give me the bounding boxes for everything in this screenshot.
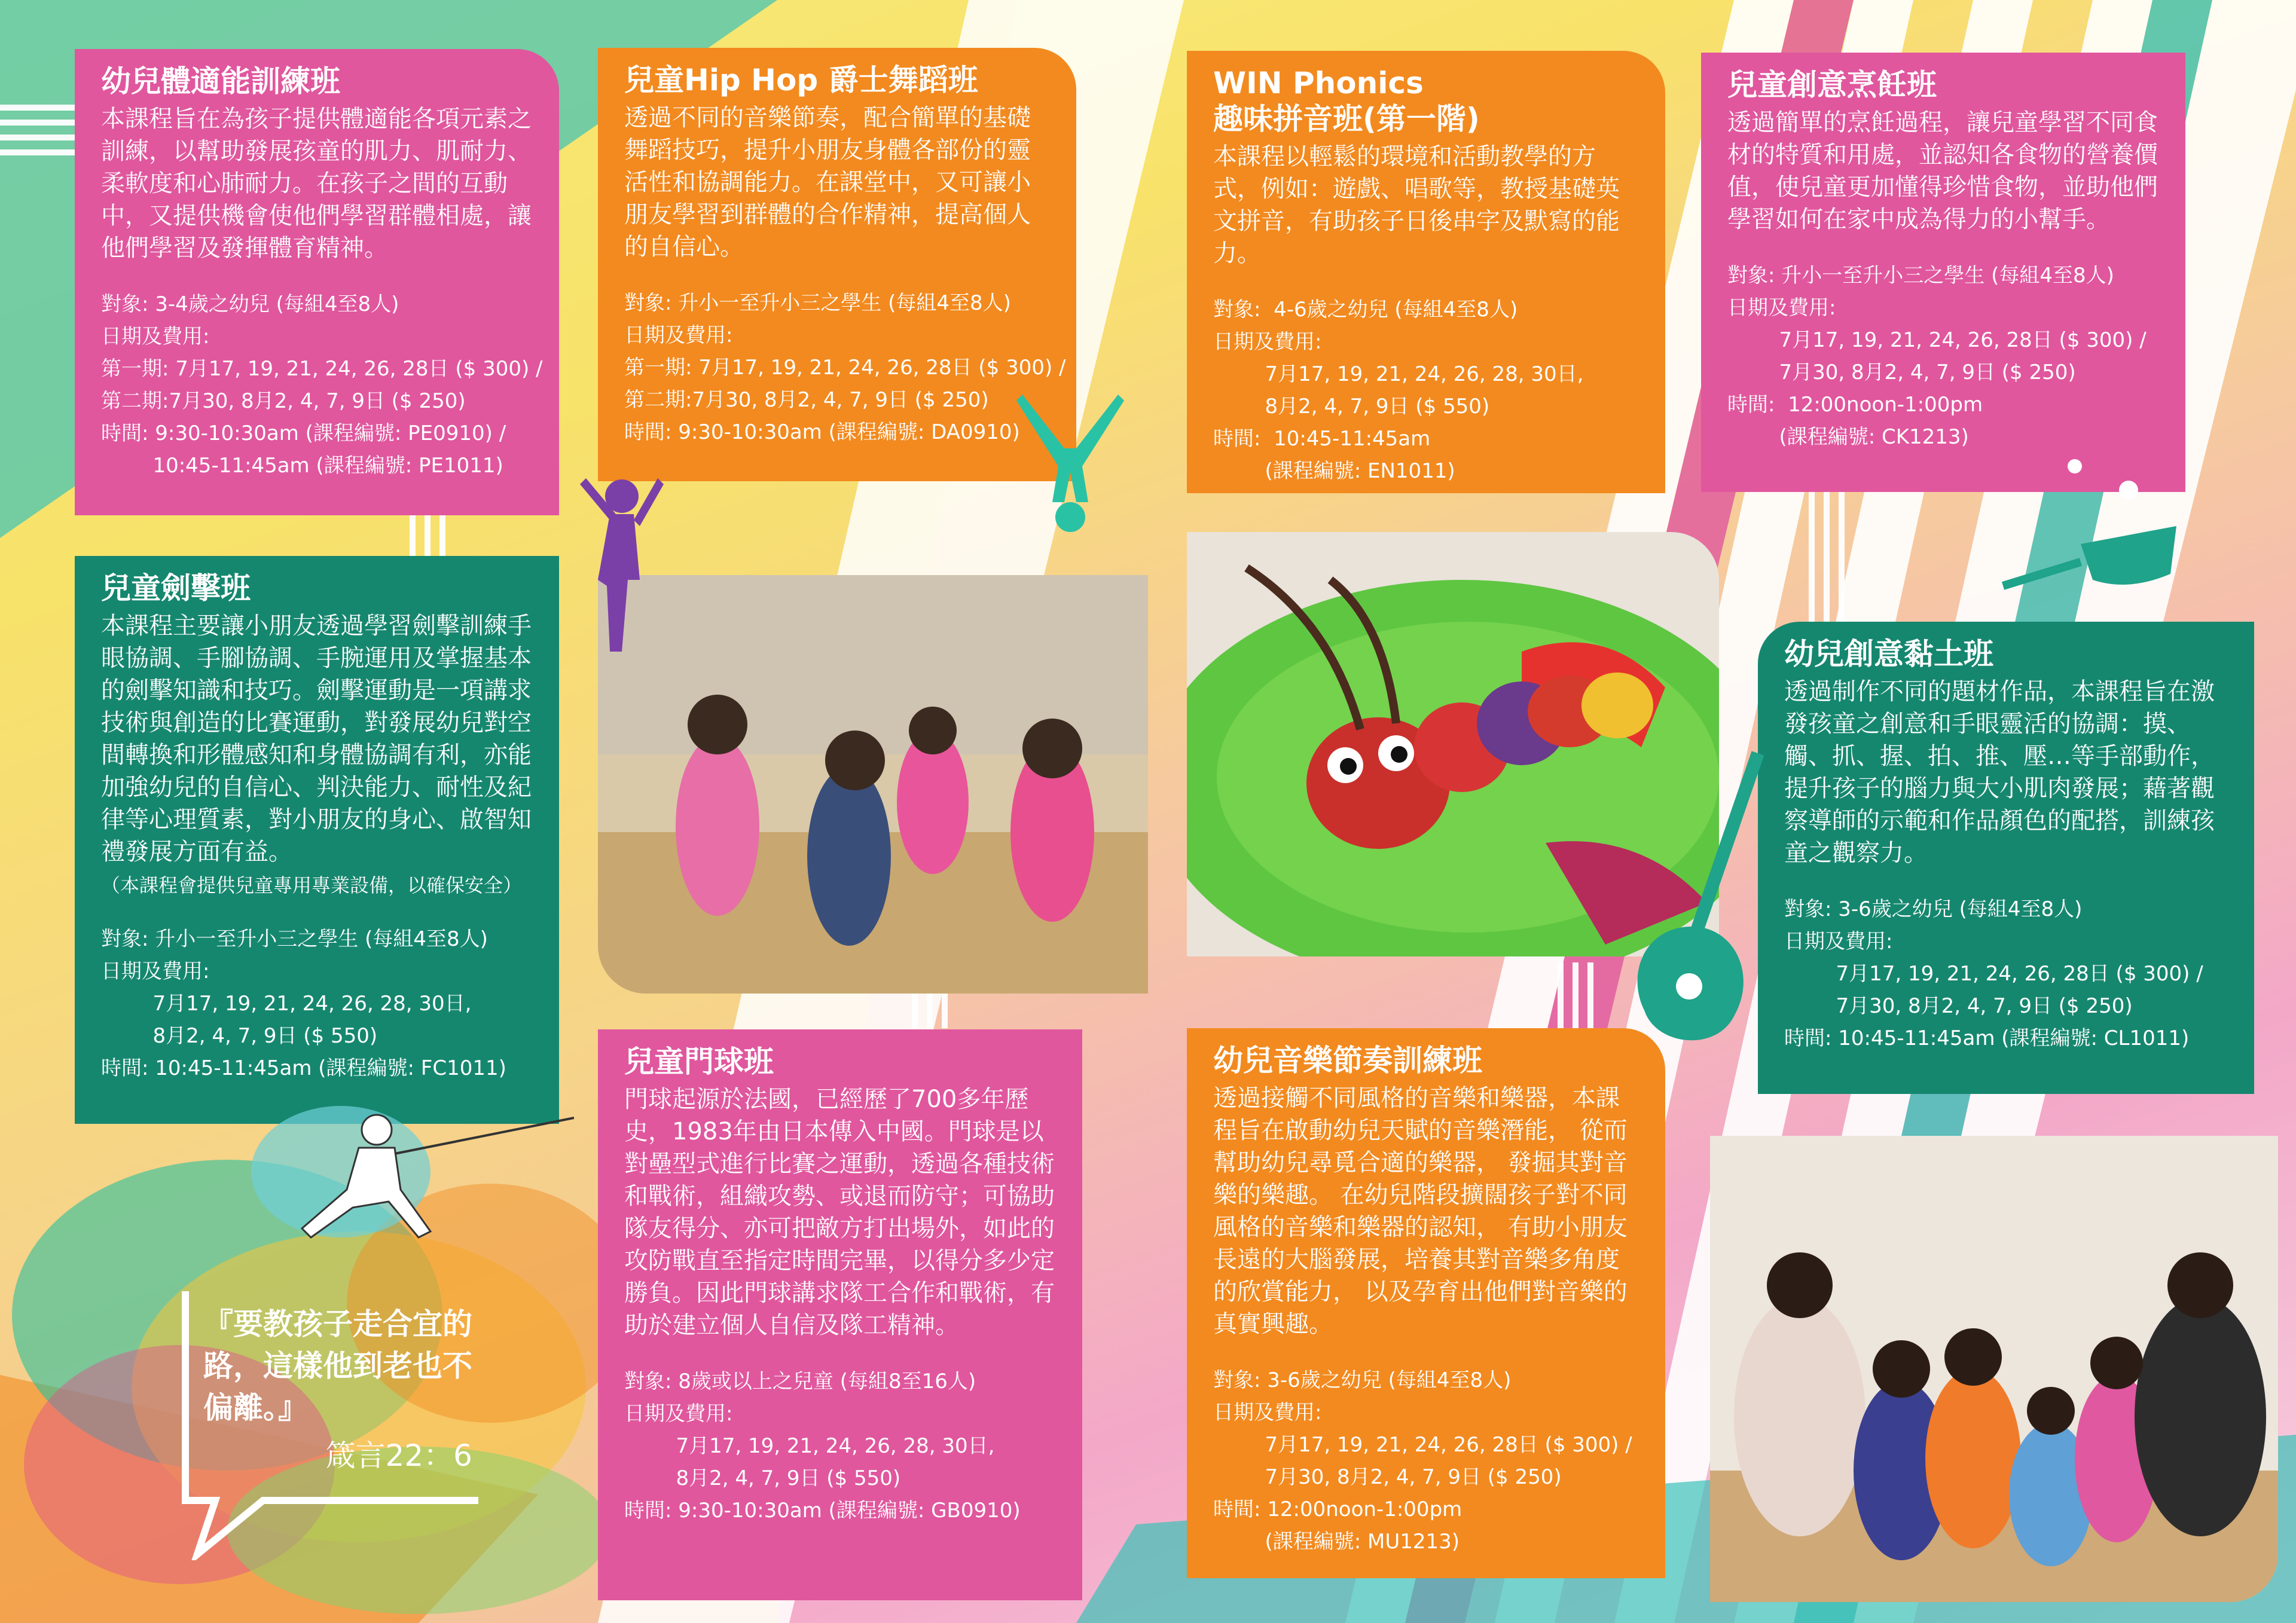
- course-detail-line: 對象: 升小一至升小三之學生 (每組4至8人): [624, 291, 1011, 315]
- course-detail-line: 時間: 12:00noon-1:00pm: [1727, 393, 1983, 417]
- course-detail-line: 7月17, 19, 21, 24, 26, 28日 ($ 300) /: [1784, 962, 2203, 986]
- course-detail-line: 第二期:7月30, 8月2, 4, 7, 9日 ($ 250): [624, 388, 989, 412]
- course-detail-line: 對象: 3-6歲之幼兒 (每組4至8人): [1213, 1368, 1512, 1392]
- quote-source: 箴言22：6: [325, 1438, 472, 1473]
- course-card-music: [1187, 1028, 1665, 1578]
- group-photo: [1710, 1136, 2278, 1602]
- course-title: WIN Phonics 趣味拼音班(第一階): [1213, 66, 1480, 136]
- course-card-cooking: [1701, 53, 2185, 492]
- course-detail-line: 時間: 10:45-11:45am (課程編號: FC1011): [101, 1056, 506, 1080]
- course-card-pe: [75, 49, 559, 515]
- course-detail-line: 日期及費用:: [101, 959, 210, 983]
- course-title: 兒童門球班: [624, 1044, 774, 1079]
- course-note: （本課程會提供兒童專用專業設備，以確保安全）: [101, 874, 523, 897]
- course-detail-line: 時間: 10:45-11:45am: [1213, 427, 1431, 451]
- course-detail-line: 7月17, 19, 21, 24, 26, 28, 30日,: [1213, 362, 1584, 386]
- bible-quote: [203, 1303, 472, 1477]
- course-detail-line: 8月2, 4, 7, 9日 ($ 550): [624, 1466, 901, 1490]
- course-detail-line: 時間: 9:30-10:30am (課程編號: PE0910) /: [101, 421, 506, 445]
- course-detail-line: 日期及費用:: [624, 323, 733, 347]
- course-detail-line: 對象: 升小一至升小三之學生 (每組4至8人): [1727, 264, 2114, 288]
- course-detail-line: 第一期: 7月17, 19, 21, 24, 26, 28日 ($ 300) /: [624, 356, 1066, 380]
- course-detail-line: (課程編號: MU1213): [1213, 1530, 1460, 1554]
- course-detail-line: 對象: 3-6歲之幼兒 (每組4至8人): [1784, 897, 2083, 921]
- course-details: [624, 1365, 1056, 1527]
- course-description: 本課程旨在為孩子提供體適能各項元素之訓練，以幫助發展孩童的肌力、肌耐力、柔軟度和心肺耐力。在孩子之間的互動中，又提供機會使他們學習群體相處，讓他們學習及發揮體育精神。: [101, 105, 532, 262]
- course-title: 兒童劍擊班: [101, 571, 251, 606]
- course-title: 兒童Hip Hop 爵士舞蹈班: [624, 63, 978, 97]
- course-detail-line: 7月17, 19, 21, 24, 26, 28日 ($ 300) /: [1213, 1433, 1632, 1457]
- course-detail-line: 對象: 4-6歲之幼兒 (每組4至8人): [1213, 298, 1518, 322]
- course-card-gateball: [598, 1029, 1082, 1600]
- course-details: [1213, 294, 1639, 487]
- course-detail-line: 日期及費用:: [1727, 296, 1836, 320]
- breakdancer-silhouette-icon: [1010, 383, 1130, 538]
- course-title: 幼兒音樂節奏訓練班: [1213, 1043, 1482, 1078]
- course-description: 透過不同的音樂節奏，配合簡單的基礎舞蹈技巧，提升小朋友身體各部份的靈活性和協調能力。在課堂中，又可讓小朋友學習到群體的合作精神，提高個人的自信心。: [624, 104, 1031, 261]
- guitar-icon: [1620, 747, 1776, 1058]
- course-card-fencing: [75, 556, 559, 1124]
- course-description: 透過簡單的烹飪過程，讓兒童學習不同食材的特質和用處，並認知各食物的營養價值，使兒童更加懂得珍惜食物，並助他們學習如何在家中成為得力的小幫手。: [1727, 109, 2158, 233]
- course-detail-line: 時間: 9:30-10:30am (課程編號: GB0910): [624, 1499, 1021, 1523]
- course-detail-line: 7月17, 19, 21, 24, 26, 28, 30日,: [624, 1434, 995, 1458]
- course-detail-line: 第一期: 7月17, 19, 21, 24, 26, 28日 ($ 300) /: [101, 357, 543, 381]
- course-detail-line: 8月2, 4, 7, 9日 ($ 550): [101, 1024, 378, 1048]
- course-detail-line: 7月17, 19, 21, 24, 26, 28日 ($ 300) /: [1727, 328, 2147, 352]
- course-detail-line: 對象: 升小一至升小三之學生 (每組4至8人): [101, 927, 488, 951]
- quote-text: 『要教孩子走合宜的路，這樣他到老也不偏離。』: [203, 1307, 472, 1425]
- course-description: 本課程以輕鬆的環境和活動教學的方式，例如：遊戲、唱歌等，教授基礎英文拼音，有助孩子日後串字及默寫的能力。: [1213, 143, 1620, 267]
- course-detail-line: 對象: 3-4歲之幼兒 (每組4至8人): [101, 292, 399, 316]
- fencer-icon: [239, 1094, 574, 1273]
- dancing-kids-photo: [598, 575, 1148, 994]
- course-detail-line: (課程編號: CK1213): [1727, 425, 1969, 449]
- course-detail-line: 7月17, 19, 21, 24, 26, 28, 30日,: [101, 992, 472, 1016]
- course-description: 透過制作不同的題材作品，本課程旨在激發孩童之創意和手眼靈活的協調：摸、觸、抓、握、拍、推、壓…等手部動作，提升孩子的腦力與大小肌肉發展；藉著觀察導師的示範和作品顏色的配搭，訓練孩童之觀察力。: [1784, 678, 2215, 867]
- course-detail-line: 日期及費用:: [1784, 930, 1893, 953]
- course-details: [1213, 1364, 1639, 1558]
- course-details: [1727, 259, 2159, 453]
- course-detail-line: 10:45-11:45am (課程編號: PE1011): [101, 454, 503, 478]
- course-description: 門球起源於法國，已經歷了700多年歷史，1983年由日本傳入中國。門球是以對壘型式進行比賽之運動，透過各種技術和戰術，組織攻勢、或退而防守；可協助隊友得分、亦可把敵方打出場外，如此的攻防戰直至指定時間完畢，以得分多少定勝負。因此門球講求隊工合作和戰術，有助於建立個人自信及隊工精神。: [624, 1086, 1055, 1339]
- course-details: [101, 288, 543, 482]
- course-detail-line: 日期及費用:: [1213, 1401, 1322, 1425]
- course-detail-line: 時間: 12:00noon-1:00pm: [1213, 1497, 1463, 1521]
- course-title: 兒童創意烹飪班: [1727, 68, 1937, 102]
- course-details: [624, 287, 1066, 448]
- course-card-dance: [598, 48, 1076, 481]
- course-detail-line: 7月30, 8月2, 4, 7, 9日 ($ 250): [1784, 994, 2133, 1018]
- course-details: [101, 923, 533, 1084]
- course-detail-line: 日期及費用:: [624, 1402, 733, 1426]
- course-detail-line: 對象: 8歲或以上之兒童 (每組8至16人): [624, 1370, 976, 1393]
- course-detail-line: 日期及費用:: [1213, 330, 1322, 354]
- course-detail-line: 7月30, 8月2, 4, 7, 9日 ($ 250): [1213, 1465, 1562, 1489]
- course-detail-line: 7月30, 8月2, 4, 7, 9日 ($ 250): [1727, 360, 2076, 384]
- frying-pan-icon: [1991, 454, 2182, 610]
- course-detail-line: 第二期:7月30, 8月2, 4, 7, 9日 ($ 250): [101, 389, 466, 413]
- course-description: 本課程主要讓小朋友透過學習劍擊訓練手眼協調、手腳協調、手腕運用及掌握基本的劍擊知識和技巧。劍擊運動是一項講求技術與創造的比賽運動，對發展幼兒對空間轉換和形體感知和身體協調有利，亦能加強幼兒的自信心、判決能力、耐性及紀律等心理質素，對小朋友的身心、啟智知禮發展方面有益。: [101, 612, 532, 866]
- course-card-phonics: [1187, 51, 1665, 493]
- course-title: 幼兒創意黏土班: [1784, 637, 1993, 671]
- dancer-silhouette-icon: [574, 472, 664, 687]
- course-detail-line: 日期及費用:: [101, 325, 210, 349]
- course-detail-line: 時間: 9:30-10:30am (課程編號: DA0910): [624, 420, 1020, 444]
- course-description: 透過接觸不同風格的音樂和樂器，本課程旨在啟動幼兒天賦的音樂潛能， 從而幫助幼兒尋覓合適的樂器， 發掘其對音樂的樂趣。 在幼兒階段擴闊孩子對不同風格的音樂和樂器的認知， 有助小朋友長遠的大腦發展，培養其對音樂多角度的欣賞能力， 以及孕育出他們對音樂的真實興趣。: [1213, 1084, 1628, 1338]
- course-detail-line: 時間: 10:45-11:45am (課程編號: CL1011): [1784, 1026, 2190, 1050]
- course-details: [1784, 893, 2228, 1055]
- course-card-clay: [1758, 622, 2254, 1094]
- course-detail-line: (課程編號: EN1011): [1213, 459, 1455, 483]
- course-title: 幼兒體適能訓練班: [101, 64, 340, 99]
- course-detail-line: 8月2, 4, 7, 9日 ($ 550): [1213, 395, 1490, 418]
